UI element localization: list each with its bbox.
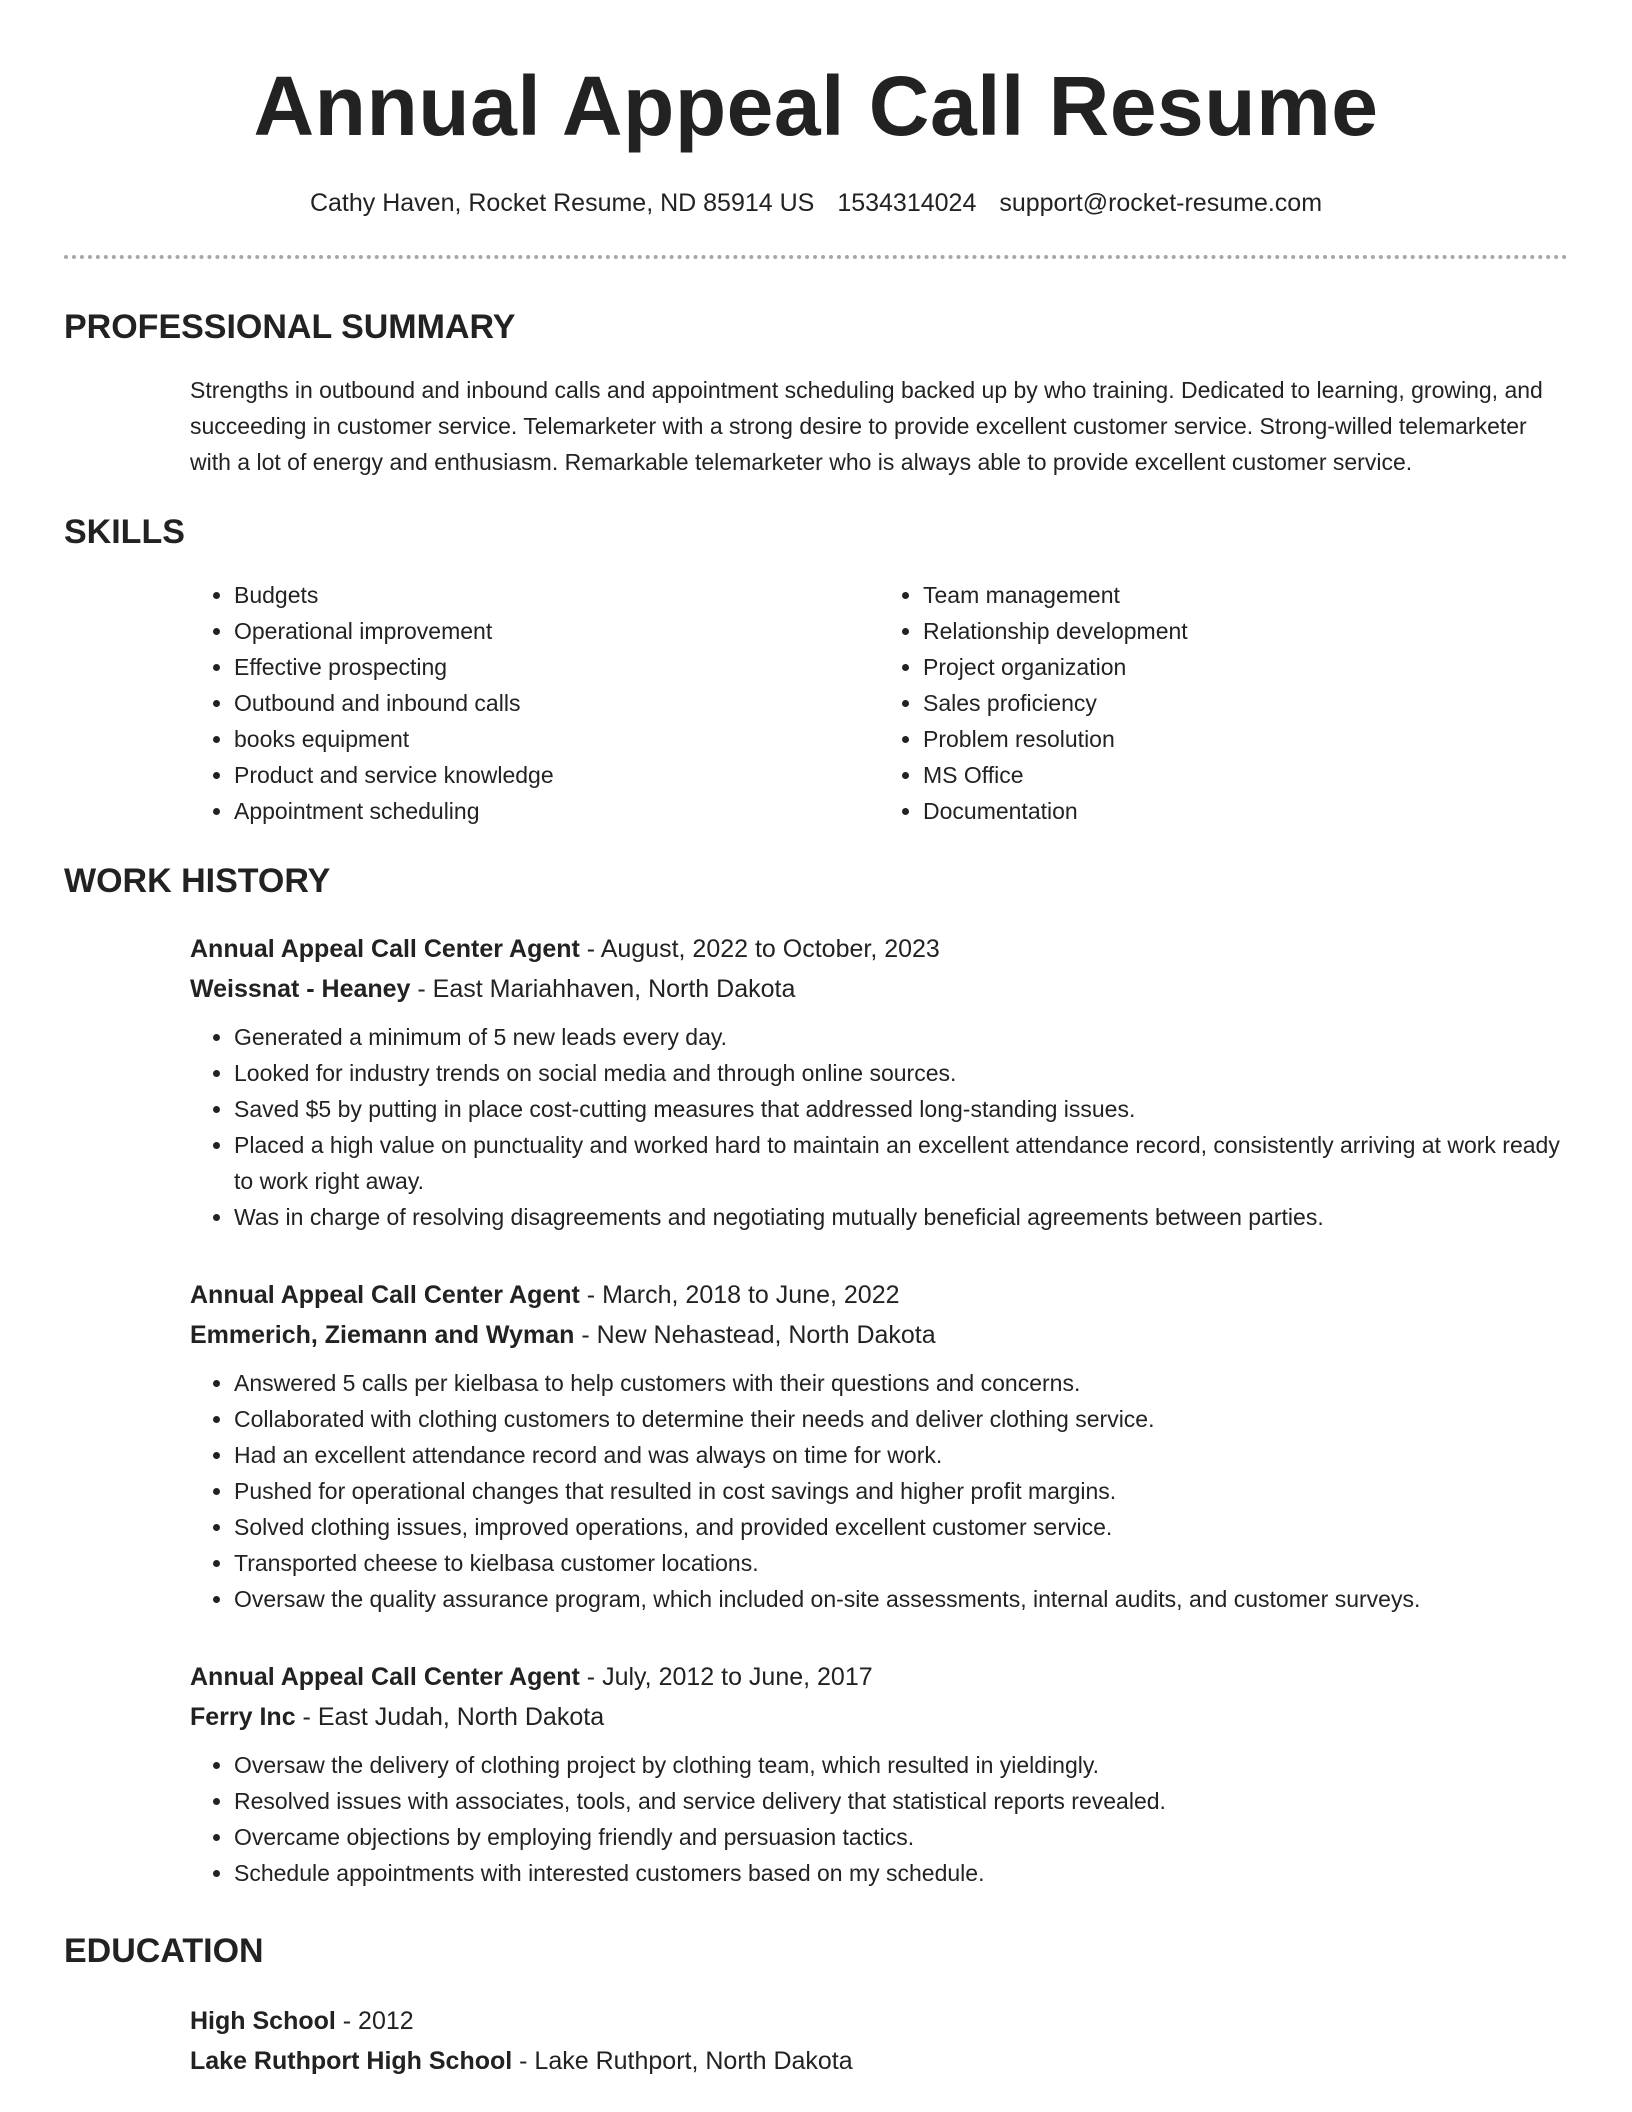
job-title-line [190, 1657, 1568, 1697]
skill-item: • Documentation [923, 793, 1568, 829]
job-bullet: • Resolved issues with associates, tools, and service delivery that statistical reports revealed. [234, 1783, 1584, 1819]
summary-heading: PROFESSIONAL SUMMARY [64, 308, 516, 346]
job-dates: - August, 2022 to October, 2023 [579, 935, 940, 963]
skill-item: • MS Office [923, 757, 1568, 793]
job-location: - East Judah, North Dakota [295, 1703, 605, 1731]
skills-list-left [190, 577, 879, 829]
job-location: - New Nehastead, North Dakota [574, 1321, 936, 1349]
summary-text: Strengths in outbound and inbound calls and appointment scheduling backed up by who training. Dedicated to learning, growing, and succeeding in customer service. Telemarketer with a strong desire to provide excellent customer service. Strong-willed telemarketer with a lot of energy and enthusiasm. Remarkable telemarketer who is always able to provide excellent customer service. [190, 377, 1543, 475]
contact-phone: 1534314024 [837, 189, 977, 217]
education-heading: EDUCATION [64, 1932, 264, 1970]
job-bullet: • Overcame objections by employing friendly and persuasion tactics. [234, 1819, 1584, 1855]
job-bullet: • Placed a high value on punctuality and worked hard to maintain an excellent attendance record, consistently arriving at work ready to work right away. [234, 1127, 1584, 1199]
education-degree: High School [190, 2007, 336, 2035]
job-bullet: • Oversaw the delivery of clothing project by clothing team, which resulted in yieldingly. [234, 1747, 1584, 1783]
job-bullet: • Oversaw the quality assurance program, which included on-site assessments, internal audits, and customer surveys. [234, 1581, 1584, 1617]
skills-list-right [879, 577, 1568, 829]
job-company-line [190, 1315, 1568, 1355]
job-dates: - March, 2018 to June, 2022 [579, 1281, 900, 1309]
job-title: Annual Appeal Call Center Agent [190, 1281, 580, 1309]
header-divider [64, 255, 1568, 259]
education-school: Lake Ruthport High School [190, 2047, 513, 2075]
job-bullet: • Collaborated with clothing customers to determine their needs and deliver clothing service. [234, 1401, 1584, 1437]
job-company-line [190, 969, 1568, 1009]
job-bullets [190, 1747, 1584, 1891]
skill-item: • Team management [923, 577, 1568, 613]
job-bullet: • Pushed for operational changes that resulted in cost savings and higher profit margins. [234, 1473, 1584, 1509]
skill-item: • Project organization [923, 649, 1568, 685]
job-entry [190, 1657, 1568, 1891]
resume-page [64, 0, 1568, 2081]
job-bullet: • Solved clothing issues, improved operations, and provided excellent customer service. [234, 1509, 1584, 1545]
skills-grid [190, 577, 1568, 829]
job-title-line [190, 1275, 1568, 1315]
job-bullet: • Looked for industry trends on social media and through online sources. [234, 1055, 1584, 1091]
job-bullet: • Was in charge of resolving disagreements and negotiating mutually beneficial agreements between parties. [234, 1199, 1584, 1235]
skill-item: • Budgets [234, 577, 879, 613]
skill-item: • Problem resolution [923, 721, 1568, 757]
job-location: - East Mariahhaven, North Dakota [410, 975, 796, 1003]
skill-item: • Operational improvement [234, 613, 879, 649]
skill-item: • Relationship development [923, 613, 1568, 649]
contact-line [64, 186, 1568, 220]
education-school-line [190, 2041, 1568, 2081]
skills-heading: SKILLS [64, 513, 185, 551]
resume-title: Annual Appeal Call Resume [253, 59, 1379, 153]
education-entry [190, 2001, 1568, 2081]
job-bullet: • Answered 5 calls per kielbasa to help customers with their questions and concerns. [234, 1365, 1584, 1401]
work-history-heading: WORK HISTORY [64, 862, 331, 900]
job-bullet: • Transported cheese to kielbasa customer locations. [234, 1545, 1584, 1581]
job-dates: - July, 2012 to June, 2017 [579, 1663, 873, 1691]
skill-item: • Appointment scheduling [234, 793, 879, 829]
job-bullet: • Saved $5 by putting in place cost-cutting measures that addressed long-standing issues. [234, 1091, 1584, 1127]
job-entry [190, 1275, 1568, 1617]
job-company: Ferry Inc [190, 1703, 296, 1731]
job-bullet: • Generated a minimum of 5 new leads every day. [234, 1019, 1584, 1055]
skill-item: • Effective prospecting [234, 649, 879, 685]
skill-item: • Sales proficiency [923, 685, 1568, 721]
skill-item: • Product and service knowledge [234, 757, 879, 793]
job-entry [190, 929, 1568, 1235]
contact-address: Cathy Haven, Rocket Resume, ND 85914 US [309, 189, 815, 217]
job-company: Weissnat - Heaney [190, 975, 411, 1003]
job-bullets [190, 1019, 1584, 1235]
job-title-line [190, 929, 1568, 969]
job-title: Annual Appeal Call Center Agent [190, 935, 580, 963]
skill-item: • Outbound and inbound calls [234, 685, 879, 721]
job-bullet: • Schedule appointments with interested customers based on my schedule. [234, 1855, 1584, 1891]
job-title: Annual Appeal Call Center Agent [190, 1663, 580, 1691]
skill-item: • books equipment [234, 721, 879, 757]
education-year: - 2012 [335, 2007, 414, 2035]
job-company: Emmerich, Ziemann and Wyman [190, 1321, 575, 1349]
contact-email: support@rocket-resume.com [999, 189, 1323, 217]
job-company-line [190, 1697, 1568, 1737]
education-degree-line [190, 2001, 1568, 2041]
education-location: - Lake Ruthport, North Dakota [512, 2047, 853, 2075]
job-bullet: • Had an excellent attendance record and was always on time for work. [234, 1437, 1584, 1473]
job-bullets [190, 1365, 1584, 1617]
